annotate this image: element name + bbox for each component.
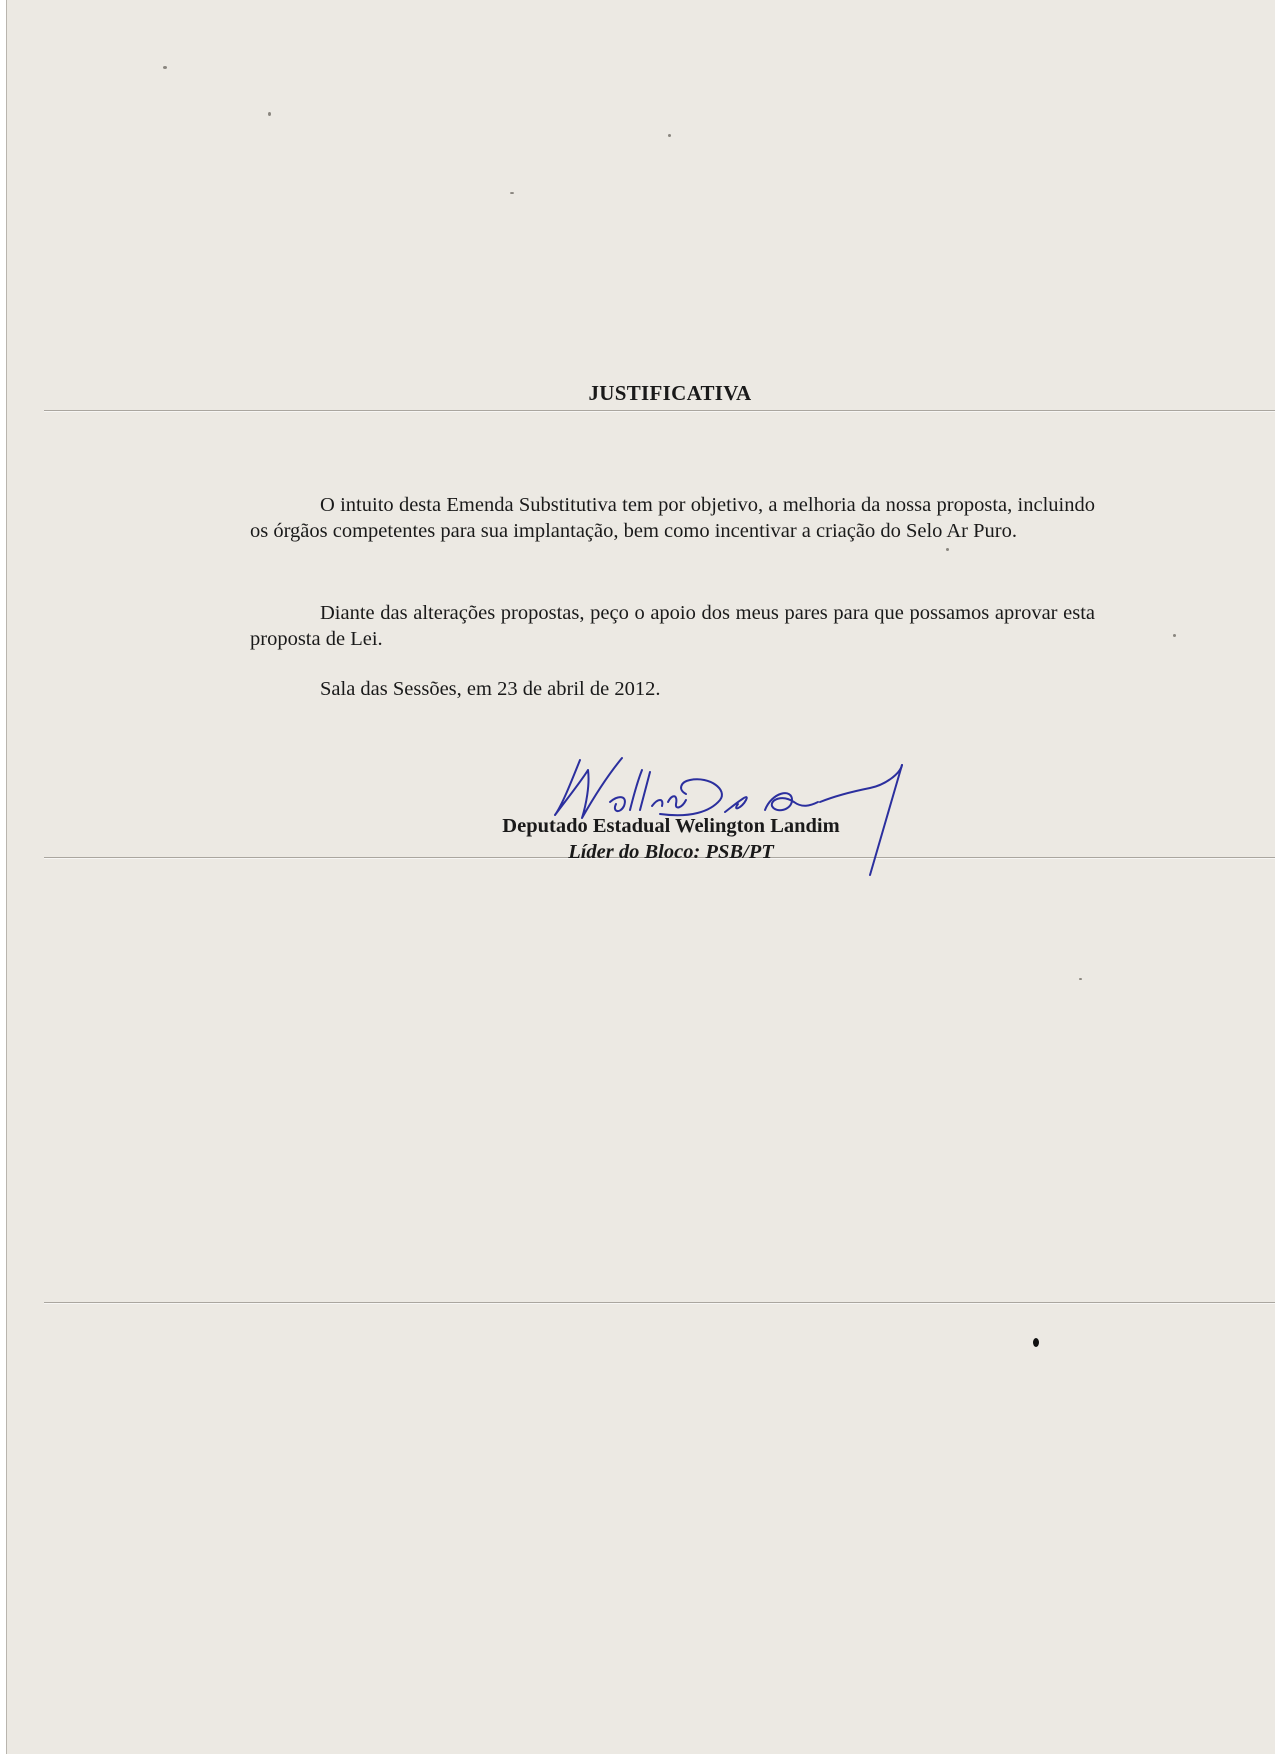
signatory-role: Líder do Bloco: PSB/PT [568,841,774,863]
signatory-name: Deputado Estadual Welington Landim [502,815,840,837]
paper-speck [1033,1338,1039,1347]
paragraph-text: Diante das alterações propostas, peço o apoio dos meus pares para que possamos aprovar esta proposta de Lei. [250,602,1095,650]
paper-speck [163,66,167,69]
paper-speck [1173,634,1176,637]
handwritten-signature [540,740,960,920]
paper-speck [668,134,671,137]
body-paragraph [250,600,1095,652]
page-edge [0,0,7,1754]
body-paragraph [250,492,1095,544]
paper-speck [1079,978,1082,980]
paper-speck [510,192,514,194]
paragraph-text: O intuito desta Emenda Substitutiva tem por objetivo, a melhoria da nossa proposta, incluindo os órgãos competentes para sua implantação, bem como incentivar a criação do Selo Ar Puro. [250,494,1095,542]
date-line: Sala das Sessões, em 23 de abril de 2012. [320,678,661,700]
fold-line [44,1302,1275,1303]
fold-line [44,410,1275,411]
paper-speck [268,112,271,116]
document-title: JUSTIFICATIVA [588,381,752,405]
paper-speck [946,548,949,551]
